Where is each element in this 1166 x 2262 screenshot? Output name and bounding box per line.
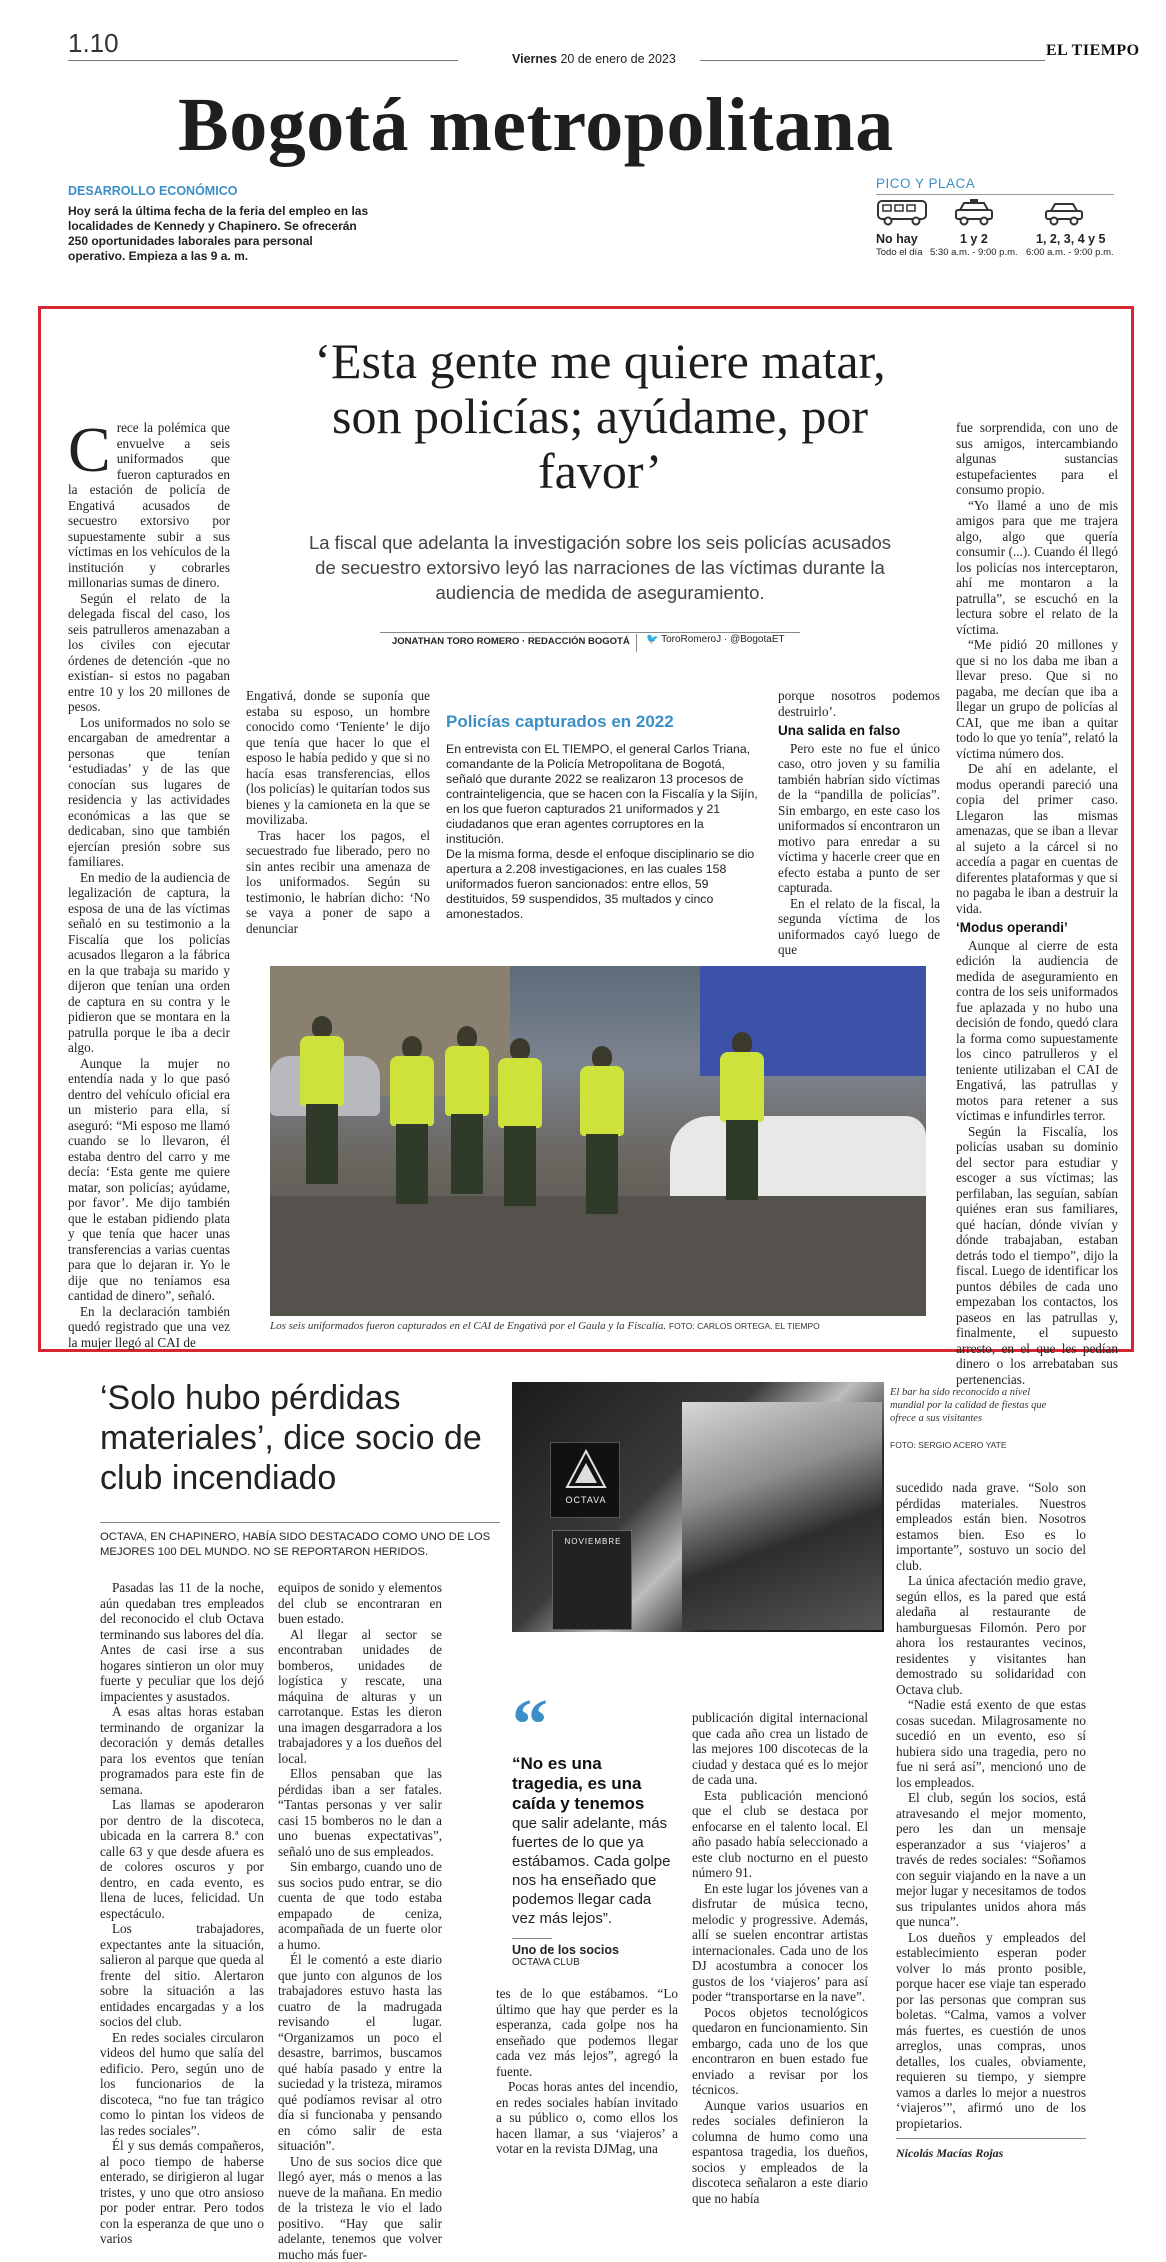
club-sign-text: OCTAVA (551, 1495, 621, 1505)
date-day: Viernes (512, 52, 557, 66)
police-caption-text: Los seis uniformados fueron capturados en el CAI de Engativá por el Gaula y la Fiscalía. (270, 1320, 666, 1332)
pp-detail-1: 5:30 a.m. - 9:00 p.m. (930, 247, 1018, 258)
pp-label-0: No hay (876, 232, 918, 246)
main-headline: ‘Esta gente me quiere matar, son policías; ayúdame, por favor’ (300, 334, 900, 499)
second-col5-p4: Los dueños y empleados del establecimiento esperan poder volver lo más pronto posible, porque hacer ese viaje tan esperado por las personas que compran sus boletas. “Calma, vamos a volver más fuertes, es cuestión de unos arreglos, unas compras, unos detalles, los cuales, obviamente, requieren su tiempo, y siempre vamos a darles lo mejor a nuestros ‘viajeros’”, afirmó uno de los propietarios. (896, 1930, 1086, 2132)
second-col-5 (896, 1480, 1086, 2130)
main-col4-p0: Pero este no fue el único caso, otro joven y su familia también habrían sido víctimas de la “pandilla de policías”. Sin embargo, en este caso los uniformados sí encontraron un motivo para enredar a su víctima y hacerle creer que en efecto estaba a punto de ser capturada. (778, 741, 940, 896)
pico-placa-panel (876, 196, 1116, 262)
second-col5-p3: El club, según los socios, está atravesando el mejor momento, pero les dan un mensaje esperanzador a sus ‘viajeros’ a través de redes sociales: “Soñamos con seguir viajando en la nave a un mejor lugar y necesitamos de todos sus tripulantes unidos ahora más que nunca”. (896, 1790, 1086, 1930)
byline-divider (636, 634, 637, 652)
dropcap: C (68, 422, 111, 478)
pp-label-1: 1 y 2 (960, 232, 988, 246)
byline-twitter (646, 634, 785, 645)
main-col-4 (778, 688, 940, 956)
brief-text: Hoy será la última fecha de la feria del empleo en las localidades de Kennedy y Chapinero. Se ofrecerán 250 oportunidades laborales para personal operativo. Empieza a las 9 a. m. (68, 204, 373, 264)
byline-author: JONATHAN TORO ROMERO · REDACCIÓN BOGOTÁ (392, 636, 630, 647)
main-col1-p5: En la declaración también quedó registrado que una vez la mujer llegó al CAI de (68, 1304, 230, 1351)
info-box-title: Policías capturados en 2022 (446, 712, 764, 732)
header-rule-left (68, 60, 458, 61)
second-col-1 (100, 1580, 264, 2190)
quote-author: Uno de los socios (512, 1943, 676, 1957)
main-col-1 (68, 420, 230, 1340)
second-col4-p0: publicación digital internacional que cada año crea un listado de las mejores 100 discotecas de la ciudad y destaca qué es lo mejor de cada una. (692, 1710, 868, 1788)
second-col2-p0: equipos de sonido y elementos del club se encontraran en buen estado. (278, 1580, 442, 1627)
second-col4-p3: Pocos objetos tecnológicos quedaron en funcionamiento. Sin embargo, cada uno de los que encontraron en buen estado fue enviado a revisar por los técnicos. (692, 2005, 868, 2098)
second-col-3-bottom (496, 1986, 678, 2192)
police-caption-credit: FOTO: CARLOS ORTEGA. EL TIEMPO (669, 1321, 820, 1331)
second-col5-p0: sucedido nada grave. “Solo son pérdidas materiales. Nuestros empleados están bien. Nosotros estamos bien. Eso es lo importante”, sostuvo un socio del club. (896, 1480, 1086, 1573)
info-box-text1: En entrevista con EL TIEMPO, el general Carlos Triana, comandante de la Policía Metropolitana de Bogotá, señaló que durante 2022 se realizaron 13 procesos de contrainteligencia, que se hacen con la Fiscalía y la Sijín, en los que fueron capturados 21 uniformados y 21 ciudadanos que eran agentes corruptores en la institución. (446, 742, 764, 847)
header-rule-right (700, 60, 1045, 61)
main-col2-p1: Tras hacer los pagos, el secuestrado fue liberado, pero no sin antes recibir una amenaza de los uniformados. Según su testimonio, le habrían dicho: ‘No se vaya a poner de sapo a denunciar (246, 828, 430, 937)
main-col5-subhead: ‘Modus operandi’ (956, 920, 1118, 936)
officer-6 (720, 1032, 764, 1202)
main-col4-p1: En el relato de la fiscal, la segunda víctima de los uniformados cayó luego de que (778, 896, 940, 958)
officer-2 (390, 1036, 434, 1206)
club-poster (552, 1530, 632, 1630)
second-col5-p1: La única afectación medio grave, según ellos, es la pared que está aledaña al restaurante de hamburguesas Filomón. Pero por ahora los restaurantes vecinos, residentes y visitantes han demostrado su solidaridad con Octava club. (896, 1573, 1086, 1697)
byline-rule (380, 632, 800, 633)
second-col-4 (692, 1710, 868, 2192)
main-col5-p0: fue sorprendida, con uno de sus amigos, intercambiando algunas sustancias estupefacientes para el consumo propio. (956, 420, 1118, 498)
main-col4-start: porque nosotros podemos destruirlo’. (778, 688, 940, 719)
pp-label-2: 1, 2, 3, 4 y 5 (1036, 232, 1106, 246)
club-burnt-wall (682, 1402, 882, 1630)
main-col5-p2: “Me pidió 20 millones y que si no los daba me iban a llevar preso. Que si no pagaba, me decían que iba a llegar un grupo de policías al CAI, que me iban a quitar todo lo que yo tenía”, relató la víctima número dos. (956, 637, 1118, 761)
officer-5 (580, 1046, 624, 1216)
twitter-handle: ToroRomeroJ · @BogotaET (661, 634, 785, 645)
second-col1-p0: Pasadas las 11 de la noche, aún quedaban tres empleados del reconocido el club Octava terminando sus labores del día. Antes de casi irse a sus hogares sintieron un olor muy fuerte y peculiar que los dejó impacientes y asustados. (100, 1580, 264, 1704)
police-photo (270, 966, 926, 1316)
paper-name: EL TIEMPO (1046, 42, 1140, 60)
club-photo (512, 1382, 884, 1632)
second-col2-p2: Ellos pensaban que las pérdidas iban a ser fatales. “Tantas personas y ver salir casi 15 bomberos no le dan a uno buenas expectativas”, señaló uno de sus empleados. (278, 1766, 442, 1859)
second-col2-p1: Al llegar al sector se encontraban unidades de bomberos, unidades de logística y rescate, una máquina de alturas y un carrotanque. Estas les dieron una imagen desgarradora a los trabajadores y a los dueños del local. (278, 1627, 442, 1767)
brief-kicker: DESARROLLO ECONÓMICO (68, 184, 237, 198)
club-sign (550, 1442, 620, 1518)
second-col1-p1: A esas altas horas estaban terminando de organizar la decoración y demás detalles para los eventos que tenían programados para este fin de semana. (100, 1704, 264, 1797)
second-col4-p1: Esta publicación mencionó que el club se destaca por enfocarse en el talento local. El año pasado había seleccionado a este club nocturno en el puesto número 91. (692, 1788, 868, 1881)
car-icon (1044, 200, 1084, 226)
pico-placa-rule (876, 194, 1114, 195)
info-box (446, 712, 764, 922)
main-col5b-p0: Aunque al cierre de esta edición la audiencia de medida de aseguramiento en contra de los seis uniformados fue aplazada y no hubo una decisión de fondo, quedó clara la forma como supuestamente los cinco patrulleros y el teniente utilizaban el CAI de Engativá, las patrullas y motos para retener a sus víctimas e infundirles terror. (956, 938, 1118, 1124)
second-col2-p3: Sin embargo, cuando uno de sus socios pudo entrar, se dio cuenta de que todo estaba empapado de ceniza, acompañada de un fuerte olor a humo. (278, 1859, 442, 1952)
main-byline (392, 636, 630, 647)
second-col3-p1: Pocas horas antes del incendio, en redes sociales habían invitado a su público o, como ellos los hacen llamar, a sus ‘viajeros’ a votar en la revista DJMag, una (496, 2079, 678, 2157)
main-col5b-p1: Según la Fiscalía, los policías usaban su dominio del sector para estudiar y escoger a sus víctimas; las perfilaban, las seguían, sabían quiénes eran sus familiares, qué hacían, dónde vivían y dónde trabajaban, estaban detrás todo el tiempo”, dijo la fiscal. Luego de identificar los puntos débiles de cada uno empezaban los contactos, los paseos en las patrullas y, finalmente, el supuesto arresto, en el que les pedían dinero o los arrebataban sus pertenencias. (956, 1124, 1118, 1388)
main-col1-p1: Según el relato de la delegada fiscal del caso, los seis patrulleros amenazaban a los civiles con ejecutar órdenes de detención -que no existían- si estos no pagaban entre 10 y los 20 millones de pesos. (68, 591, 230, 715)
quote-mark-icon: “ (512, 1700, 676, 1748)
second-col1-p4: En redes sociales circularon videos del humo que salía del edificio. Pero, según uno de los funcionarios de la discoteca, “no fue tan trágico como lo pintan los videos de las redes sociales”. (100, 2030, 264, 2139)
pull-quote (512, 1700, 676, 1968)
second-col4-p2: En este lugar los jóvenes van a disfrutar de música tecno, melodic y progressive. Además, allí se suelen encontrar artistas internacionales. Cada uno de los DJ acostumbra a conocer los gustos de los ‘viajeros’ para así poder “transportarse en la nave”. (692, 1881, 868, 2005)
main-col1-p2: Los uniformados no solo se encargaban de amedrentar a personas que tenían ‘estudiadas’ y de las que conocían sus lugares de residencia y las actividades económicas a las que se dedicaban, sino que también ejercían presión sobre sus familiares. (68, 715, 230, 870)
second-col1-p3: Los trabajadores, expectantes ante la situación, salieron al parque que queda al frente del sitio. Alertaron sobre la situación a las entidades encargadas y a los socios del club. (100, 1921, 264, 2030)
second-deck-rule (100, 1522, 500, 1523)
section-title: Bogotá metropolitana (178, 80, 894, 170)
club-poster-text: NOVIEMBRE (553, 1537, 633, 1546)
quote-bold: “No es una tragedia, es una caída y tenemos (512, 1754, 676, 1814)
main-col1-p4: Aunque la mujer no entendía nada y lo que pasó dentro del vehículo oficial era un misterio para ella, sí aseguró: “Mi esposo me llamó cuando se lo llevaron, él estaba dentro del carro y me decía: ‘Esta gente me quiere matar, son policías; ayúdame, por favor’. Me dijo también que le estaban pidiendo plata y que tenía que hacer unas transferencias a varias cuentas para que lo dejaran ir. Yo le dije que no teníamos esa cantidad de dinero”, señaló. (68, 1056, 230, 1304)
main-col2-p0: Engativá, donde se suponía que estaba su esposo, un hombre conocido como ‘Teniente’ le dijo que tenía que hacer lo que el esposo le había pedido y que si no hacía esas transferencias, ellos (los policías) le quitarían todos sus bienes y la camioneta en la que se movilizaba. (246, 688, 430, 828)
quote-rule (512, 1938, 552, 1939)
pico-placa-title: PICO Y PLACA (876, 176, 975, 191)
main-col1-p3: En medio de la audiencia de legalización de captura, la esposa de una de las víctimas señaló en su testimonio a la Fiscalía que los policías acusados llegaron a la fábrica en la que trabaja su marido y dijeron que tenían una orden de captura en su contra y le pidieron que se montara en la patrulla porque le iba a decir algo. (68, 870, 230, 1056)
second-col4-p4: Aunque varios usuarios en redes sociales definieron la columna de humo como una espantosa tragedia, los dueños, socios y empleados de la discoteca señalaron a este diario que no había (692, 2098, 868, 2207)
pp-detail-2: 6:00 a.m. - 9:00 p.m. (1026, 247, 1114, 258)
quote-rest: que salir adelante, más fuertes de lo que ya estábamos. Cada golpe nos ha enseñado que podemos llegar cada vez más lejos”. (512, 1814, 676, 1928)
triangle-logo-icon (565, 1449, 607, 1489)
main-col4-subhead: Una salida en falso (778, 723, 940, 739)
club-photo-caption: El bar ha sido reconocido a nivel mundial por la calidad de fiestas que ofrece a sus visitantes (890, 1386, 1060, 1425)
header-date (512, 52, 676, 66)
second-col5-p2: “Nadie está exento de que estas cosas sucedan. Milagrosamente no sucedió en un evento, eso sí hubiera sido una tragedia, pero no fue ni será así”, mencionó uno de los empleados. (896, 1697, 1086, 1790)
second-col1-p5: Él y sus demás compañeros, al poco tiempo de haberse enterado, se dirigieron al lugar tristes, y uno que otro ansioso por poder entrar. Pero todos con la esperanza de que uno o varios (100, 2138, 264, 2247)
second-col3-p0: tes de lo que estábamos. “Lo último que hay que perder es la esperanza, cada golpe nos ha enseñado que podemos llegar cada vez más lejos”, agregó la fuente. (496, 1986, 678, 2079)
second-col1-p2: Las llamas se apoderaron por dentro de la discoteca, ubicada en la carrera 8.ª con calle 63 y que desde afuera es de colores oscuros y por dentro, en cada evento, es llena de luces, felicidad. Un espectáculo. (100, 1797, 264, 1921)
page-number: 1.10 (68, 28, 119, 59)
second-col2-p5: Uno de sus socios dice que llegó ayer, más o menos a las nueve de la mañana. En medio de la tristeza le vio el lado positivo. “Hay que salir adelante, tenemos que volver mucho más fuer- (278, 2154, 442, 2262)
second-deck: OCTAVA, EN CHAPINERO, HABÍA SIDO DESTACADO COMO UNO DE LOS MEJORES 100 DEL MUNDO. NO SE REPORTARON HERIDOS. (100, 1530, 500, 1560)
twitter-icon: 🐦 (646, 634, 658, 645)
main-col-2 (246, 688, 430, 956)
second-col2-p4: Él le comentó a este diario que junto con algunos de los trabajadores estuvo hasta las cuatro de la madrugada revisando el lugar. “Organizamos un poco el desastre, barrimos, buscamos qué había pasado y entre la suciedad y la tristeza, miramos qué podíamos revisar al otro día si funcionaba y pensando en cómo salir de esta situación”. (278, 1952, 442, 2154)
second-col-2 (278, 1580, 442, 2190)
main-col5-p3: De ahí en adelante, el modus operandi pareció una copia del primer caso. Llegaron las mismas amenazas, que se iban a llevar al sujeto a la cárcel si no accedía a pagar en cuentas de diferentes plataformas y que si no pagaba le iban a destruir la vida. (956, 761, 1118, 916)
date-rest: 20 de enero de 2023 (560, 52, 675, 66)
main-col-5 (956, 420, 1118, 1340)
pp-detail-0: Todo el día (876, 247, 922, 258)
main-deck: La fiscal que adelanta la investigación sobre los seis policías acusados de secuestro extorsivo leyó las narraciones de las víctimas durante la audiencia de medida de aseguramiento. (305, 530, 895, 605)
taxi-icon (954, 198, 994, 226)
police-photo-caption (270, 1320, 930, 1332)
info-box-text2: De la misma forma, desde el enfoque disciplinario se dio apertura a 2.208 investigaciones, en las cuales 158 uniformados fueron sancionados: entre ellos, 59 destituidos, 59 suspendidos, 35 multados y cinco amonestados. (446, 847, 764, 922)
second-signature: Nicolás Macías Rojas (896, 2146, 1003, 2161)
officer-3 (445, 1026, 489, 1196)
officer-1 (300, 1016, 344, 1186)
quote-org: OCTAVA CLUB (512, 1957, 676, 1968)
club-photo-credit: FOTO: SERGIO ACERO YATE (890, 1440, 1007, 1450)
signature-rule (896, 2138, 1086, 2139)
second-headline: ‘Solo hubo pérdidas materiales’, dice socio de club incendiado (100, 1378, 500, 1498)
bus-icon (876, 198, 928, 226)
main-col5-p1: “Yo llamé a uno de mis amigos para que me trajera algo, algo que quería consumir (...). Cuando él llegó los policías nos interceptaron, ahí me montaron a la patrulla”, se escuchó en la lectura sobre el relato de la víctima. (956, 498, 1118, 638)
officer-4 (498, 1038, 542, 1208)
main-col1-p0: rece la polémica que envuelve a seis uniformados que fueron capturados en la estación de policía de Engativá acusados de secuestro extorsivo por supuestamente subir a sus víctimas en los vehículos de la institución y cobrarles millonarias sumas de dinero. (68, 420, 230, 591)
